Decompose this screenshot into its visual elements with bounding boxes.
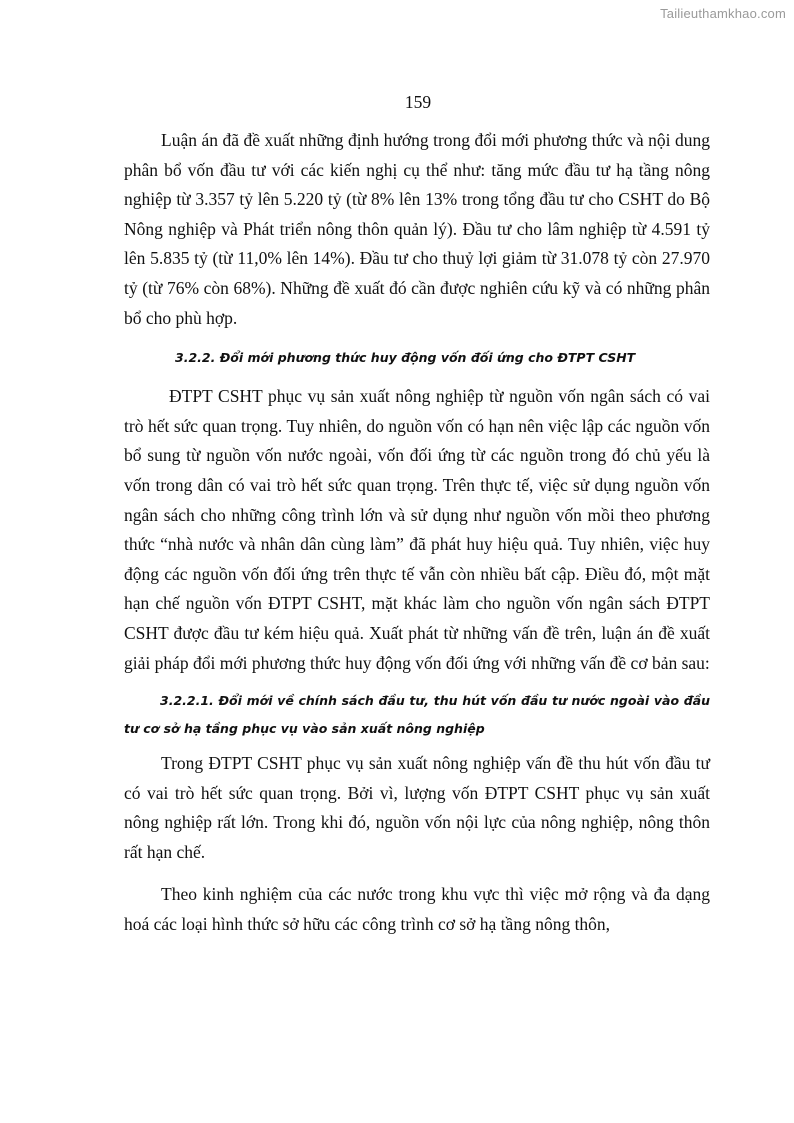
paragraph-investment-allocation: Luận án đã đề xuất những định hướng trong đổi mới phương thức và nội dung phân bổ vốn đầu tư với các kiến nghị cụ thể như: tăng mức đầu tư hạ tầng nông nghiệp từ 3.357 tỷ lên 5.220 tỷ (từ 8% lên 13% trong tổng đầu tư cho CSHT do Bộ Nông nghiệp và Phát triển nông thôn quản lý). Đầu tư cho lâm nghiệp từ 4.591 tỷ lên 5.835 tỷ (từ 11,0% lên 14%). Đầu tư cho thuỷ lợi giảm từ 31.078 tỷ còn 27.970 tỷ (từ 76% còn 68%). Những đề xuất đó cần được nghiên cứu kỹ và có những phân bổ cho phù hợp. [124, 130, 710, 328]
section-heading-3-2-2: 3.2.2. Đổi mới phương thức huy động vốn đối ứng cho ĐTPT CSHT [175, 350, 636, 366]
section-heading-3-2-2-1: 3.2.2.1. Đổi mới về chính sách đầu tư, thu hút vốn đầu tư nước ngoài vào đầu tư cơ sở hạ tầng phục vụ vào sản xuất nông nghiệp [124, 693, 710, 737]
watermark-text: Tailieuthamkhao.com [660, 6, 786, 21]
page-number: 159 [404, 92, 432, 112]
document-body [124, 126, 710, 940]
paragraph-spacer [124, 867, 710, 880]
paragraph-regional-experience: Theo kinh nghiệm của các nước trong khu vực thì việc mở rộng và đa dạng hoá các loại hình thức sở hữu các công trình cơ sở hạ tầng nông thôn, [124, 884, 710, 935]
paragraph-counterpart-capital: ĐTPT CSHT phục vụ sản xuất nông nghiệp từ nguồn vốn ngân sách có vai trò hết sức quan trọng. Tuy nhiên, do nguồn vốn có hạn nên việc lập các nguồn vốn bổ sung từ nguồn vốn nước ngoài, vốn đối ứng từ các nguồn trong đó chủ yếu là vốn trong dân có vai trò hết sức quan trọng. Trên thực tế, việc sử dụng nguồn vốn ngân sách cho những công trình lớn và sử dụng như nguồn vốn mồi theo phương thức “nhà nước và nhân dân cùng làm” đã phát huy hiệu quả. Tuy nhiên, việc huy động các nguồn vốn đối ứng trên thực tế vẫn còn nhiều bất cập. Điều đó, một mặt hạn chế nguồn vốn ĐTPT CSHT, mặt khác làm cho nguồn vốn ngân sách ĐTPT CSHT được đầu tư kém hiệu quả. Xuất phát từ những vấn đề trên, luận án đề xuất giải pháp đổi mới phương thức huy động vốn đối ứng với những vấn đề cơ bản sau: [124, 386, 710, 673]
paragraph-attract-investment: Trong ĐTPT CSHT phục vụ sản xuất nông nghiệp vấn đề thu hút vốn đầu tư có vai trò hết sức quan trọng. Bởi vì, lượng vốn ĐTPT CSHT phục vụ sản xuất nông nghiệp rất lớn. Trong khi đó, nguồn vốn nội lực của nông nghiệp, nông thôn rất hạn chế. [124, 753, 710, 862]
